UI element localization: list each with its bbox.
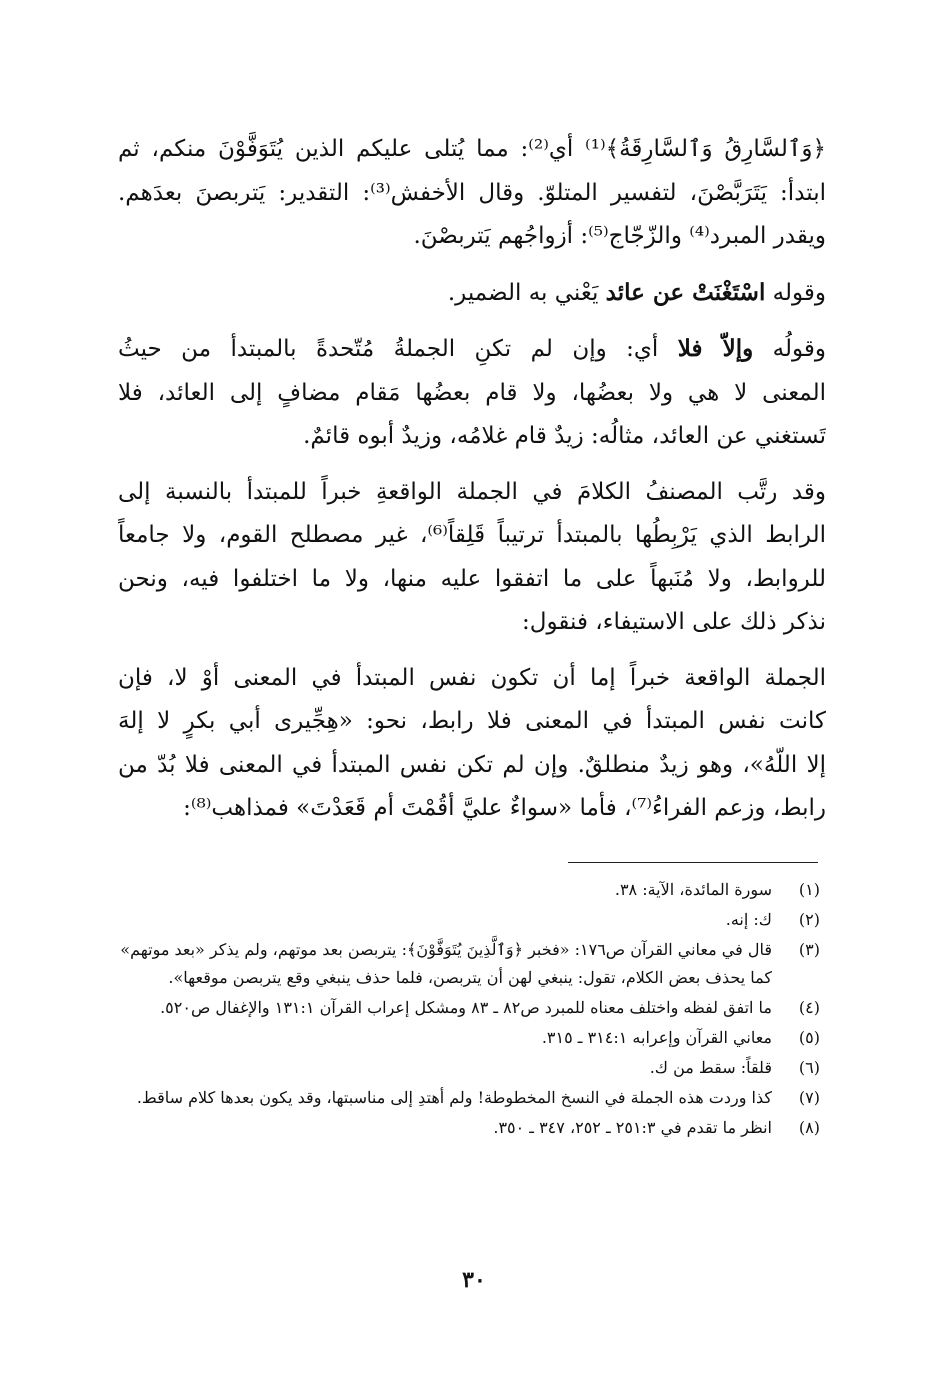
main-text <box>118 128 826 831</box>
footnote-text: معاني القرآن وإعرابه ٣١٤:١ ـ ٣١٥. <box>541 1028 772 1047</box>
text-line: الرابط الذي يَرْبِطُها بالمبتدأ ترتيباً قَلِقاً⁽⁶⁾، غير مصطلح القوم، ولا جامعاً <box>118 522 826 548</box>
footnote-number: (٣) <box>798 940 820 959</box>
footnote-number: (١) <box>798 880 820 899</box>
footnote <box>118 906 820 934</box>
footnotes <box>118 876 820 1144</box>
footnote-text: ما اتفق لفظه واختلف معناه للمبرد ص٨٢ ـ ٨٣ ومشكل إعراب القرآن ١٣١:١ والإغفال ص٥٢٠. <box>160 998 772 1017</box>
text-segment: وقولُه <box>753 336 826 362</box>
paragraph-2 <box>118 271 826 316</box>
footnote-text: ك: إنه. <box>725 910 772 929</box>
text-line: تَستغني عن العائد، مثالُه: زيدٌ قام غلامُه، وزيدٌ أبوه قائمٌ. <box>303 423 826 449</box>
text-segment: أي: وإن لم تكنِ الجملةُ مُتّحدةً بالمبتدأ من حيثُ <box>118 336 678 362</box>
text-line: ﴿وَٱلسَّارِقُ وَٱلسَّارِقَةُ﴾⁽¹⁾ أي⁽²⁾: مما يُتلى عليكم الذين يُتَوَفَّوْنَ منكم، ثم <box>118 136 826 162</box>
paragraph-3 <box>118 327 826 459</box>
footnote-number: (٥) <box>798 1028 820 1047</box>
quoted-phrase: وإلاّ فلا <box>677 335 754 362</box>
text-line: ابتدأ: يَتَرَبَّصْنَ، لتفسير المتلوّ. وقال الأخفش⁽³⁾: التقدير: يَتربصنَ بعدَهم. <box>118 179 826 206</box>
text-line: المعنى لا هي ولا بعضُها، ولا قام بعضُها مَقام مضافٍ إلى العائد، فلا <box>118 379 826 406</box>
footnote <box>118 1084 820 1112</box>
footnote-number: (٧) <box>798 1088 820 1107</box>
footnote-number: (٤) <box>798 998 820 1017</box>
footnote-text: قال في معاني القرآن ص١٧٦: «فخبر ﴿وَٱلَّذِينَ يُتَوَفَّوْنَ﴾: يتربصن بعد موتهم، ولم يذكر «بعد موتهم» كما يحذف بعض الكلام، تقول: ينبغي لهن أن يتربصن، فلما حذف ينبغي وقع يتربصن موقعها». <box>120 940 772 987</box>
footnote-text: كذا وردت هذه الجملة في النسخ المخطوطة! ولم أهتدِ إلى مناسبتها، وقد يكون بعدها كلام ساقط. <box>136 1088 772 1107</box>
text-segment: وقوله <box>765 279 826 306</box>
footnote <box>118 1024 820 1052</box>
footnote-text: قلقاً: سقط من ك. <box>649 1058 772 1077</box>
footnote-number: (٢) <box>798 910 820 929</box>
footnote <box>118 936 820 992</box>
text-segment: يَعْني به الضمير. <box>447 279 606 306</box>
footnote <box>118 1114 820 1142</box>
quoted-phrase: اسْتَغْنَتْ عن عائد <box>605 278 766 306</box>
footnote-number: (٨) <box>798 1118 820 1137</box>
paragraph-1 <box>118 128 826 259</box>
page-number: ٣٠ <box>462 1267 486 1293</box>
text-line: الجملة الواقعة خبراً إما أن تكون نفس المبتدأ في المعنى أوْ لا، فإن <box>118 664 826 691</box>
footnote <box>118 1054 820 1082</box>
footnote-text: سورة المائدة، الآية: ٣٨. <box>614 880 772 899</box>
text-line <box>118 327 826 372</box>
text-line: كانت نفس المبتدأ في المعنى فلا رابط، نحو: «هِجِّيرى أبي بكرٍ لا إلهَ <box>118 708 826 734</box>
text-line: رابط، وزعم الفراءُ⁽⁷⁾، فأما «سواءٌ عليَّ أقُمْتَ أم قَعَدْتَ» فمذاهب⁽⁸⁾: <box>183 795 826 821</box>
text-line: نذكر ذلك على الاستيفاء، فنقول: <box>522 609 826 635</box>
text-line: للروابط، ولا مُنَبهاً على ما اتفقوا عليه منها، ولا ما اختلفوا فيه، ونحن <box>118 565 826 592</box>
text-line: وقد رتَّب المصنفُ الكلامَ في الجملة الواقعةِ خبراً للمبتدأ بالنسبة إلى <box>118 478 826 505</box>
footnote-text: انظر ما تقدم في ٢٥١:٣ ـ ٢٥٢، ٣٤٧ ـ ٣٥٠. <box>493 1118 772 1137</box>
text-line: إلا اللّهُ»، وهو زيدٌ منطلقٌ. وإن لم تكن نفس المبتدأ في المعنى فلا بُدّ من <box>118 751 826 778</box>
footnote-number: (٦) <box>798 1058 820 1077</box>
paragraph-5 <box>118 657 826 831</box>
paragraph-4 <box>118 471 826 645</box>
footnote-divider <box>568 862 818 863</box>
text-line <box>118 271 826 316</box>
footnote <box>118 994 820 1022</box>
footnote <box>118 876 820 904</box>
text-line: ويقدر المبرد⁽⁴⁾ والزّجّاج⁽⁵⁾: أزواجُهم يَتربصْنَ. <box>413 223 826 249</box>
